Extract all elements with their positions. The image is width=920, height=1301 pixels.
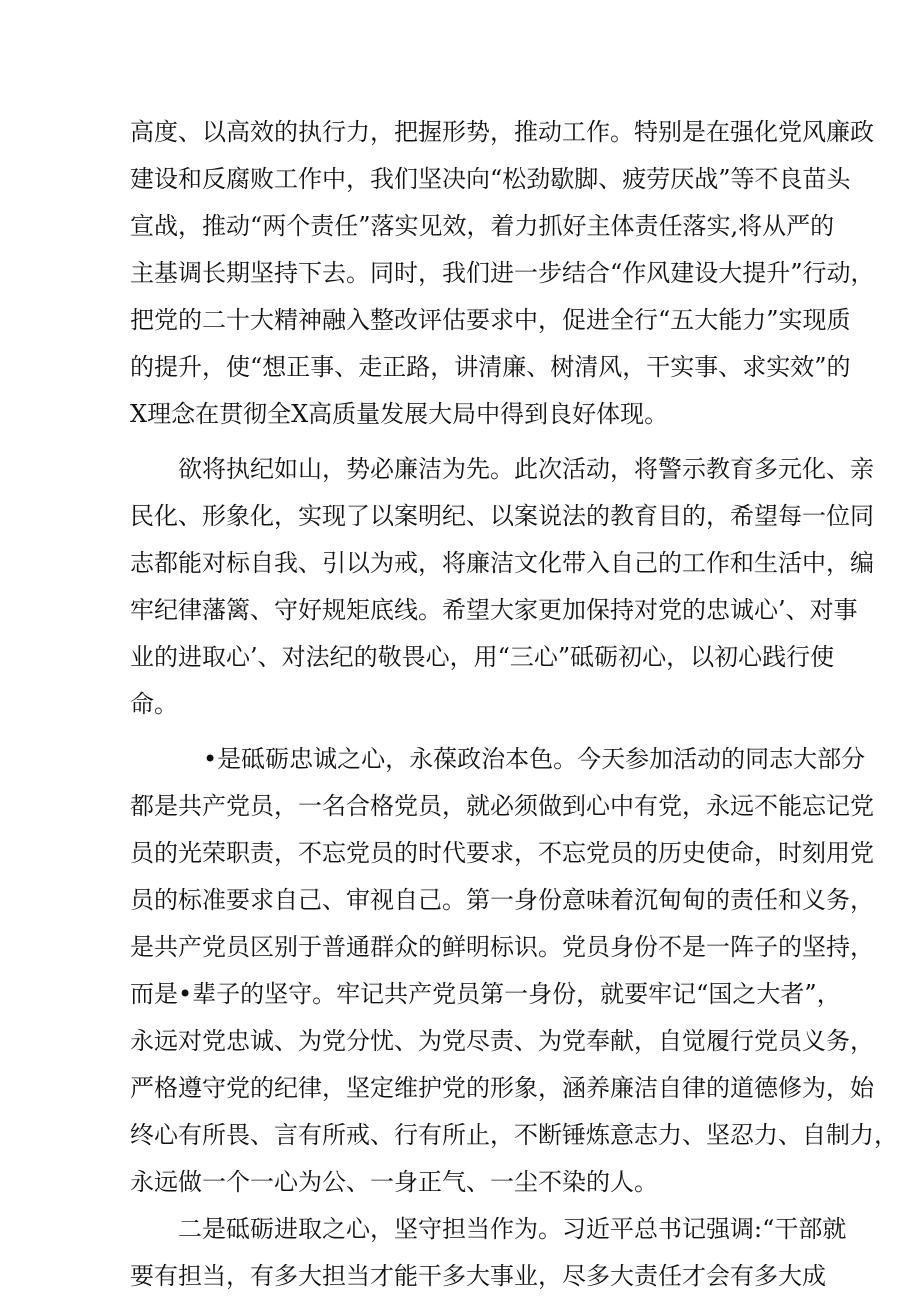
text-line: 高度、以高效的执行力，把握形势，推动工作。特别是在强化党风廉政	[130, 118, 874, 146]
text-line: •是砥砺忠诚之心，永葆政治本色。今天参加活动的同志大部分	[203, 745, 866, 773]
text-line: 欲将执纪如山，势必廉洁为先。此次活动，将警示教育多元化、亲	[178, 455, 874, 483]
text-line: 的提升，使“想正事、走正路，讲清廉、树清风，干实事、求实效”的	[130, 353, 851, 381]
text-line: 宣战，推动“两个责任”落实见效，着力抓好主体责任落实,将从严的	[130, 212, 835, 240]
text-line: 二是砥砺进取之心，坚守担当作为。习近平总书记强调:“干部就	[178, 1215, 847, 1243]
text-line: 把党的二十大精神融入整改评估要求中，促进全行“五大能力”实现质	[130, 306, 851, 334]
text-line: 命。	[130, 690, 178, 718]
text-line: 终心有所畏、言有所戒、行有所止，不断锤炼意志力、坚忍力、自制力，	[130, 1121, 898, 1149]
text-line: 业的进取心’、对法纪的敬畏心，用“三心”砥砺初心，以初心践行使	[130, 643, 835, 671]
text-line: 要有担当，有多大担当才能干多大事业，尽多大责任才会有多大成	[130, 1262, 826, 1290]
text-line: 员的光荣职责，不忘党员的时代要求，不忘党员的历史使命，时刻用党	[130, 839, 874, 867]
text-line: 严格遵守党的纪律，坚定维护党的形象，涵养廉洁自律的道德修为，始	[130, 1074, 874, 1102]
text-line: 志都能对标自我、引以为戒，将廉洁文化带入自己的工作和生活中，编	[130, 549, 874, 577]
text-line: 建设和反腐败工作中，我们坚决向“松劲歇脚、疲劳厌战”等不良苗头	[130, 165, 851, 193]
text-line: 永远做一个一心为公、一身正气、一尘不染的人。	[130, 1168, 658, 1196]
text-line: 都是共产党员，一名合格党员，就必须做到心中有党，永远不能忘记党	[130, 792, 874, 820]
text-line: X理念在贯彻全X高质量发展大局中得到良好体现。	[130, 400, 669, 428]
text-line: 永远对党忠诚、为党分忧、为党尽责、为党奉献，自觉履行党员义务，	[130, 1027, 874, 1055]
text-line: 牢纪律藩篱、守好规矩底线。希望大家更加保持对党的忠诚心’、对事	[130, 596, 858, 624]
text-line: 民化、形象化，实现了以案明纪、以案说法的教育目的，希望每一位同	[130, 502, 874, 530]
text-line: 员的标准要求自己、审视自己。第一身份意味着沉甸甸的责任和义务，	[130, 886, 874, 914]
text-line: 而是•辈子的坚守。牢记共产党员第一身份，就要牢记“国之大者”，	[130, 980, 841, 1008]
text-line: 主基调长期坚持下去。同时，我们进一步结合“作风建设大提升”行动，	[130, 259, 875, 287]
text-line: 是共产党员区别于普通群众的鲜明标识。党员身份不是一阵子的坚持，	[130, 933, 874, 961]
